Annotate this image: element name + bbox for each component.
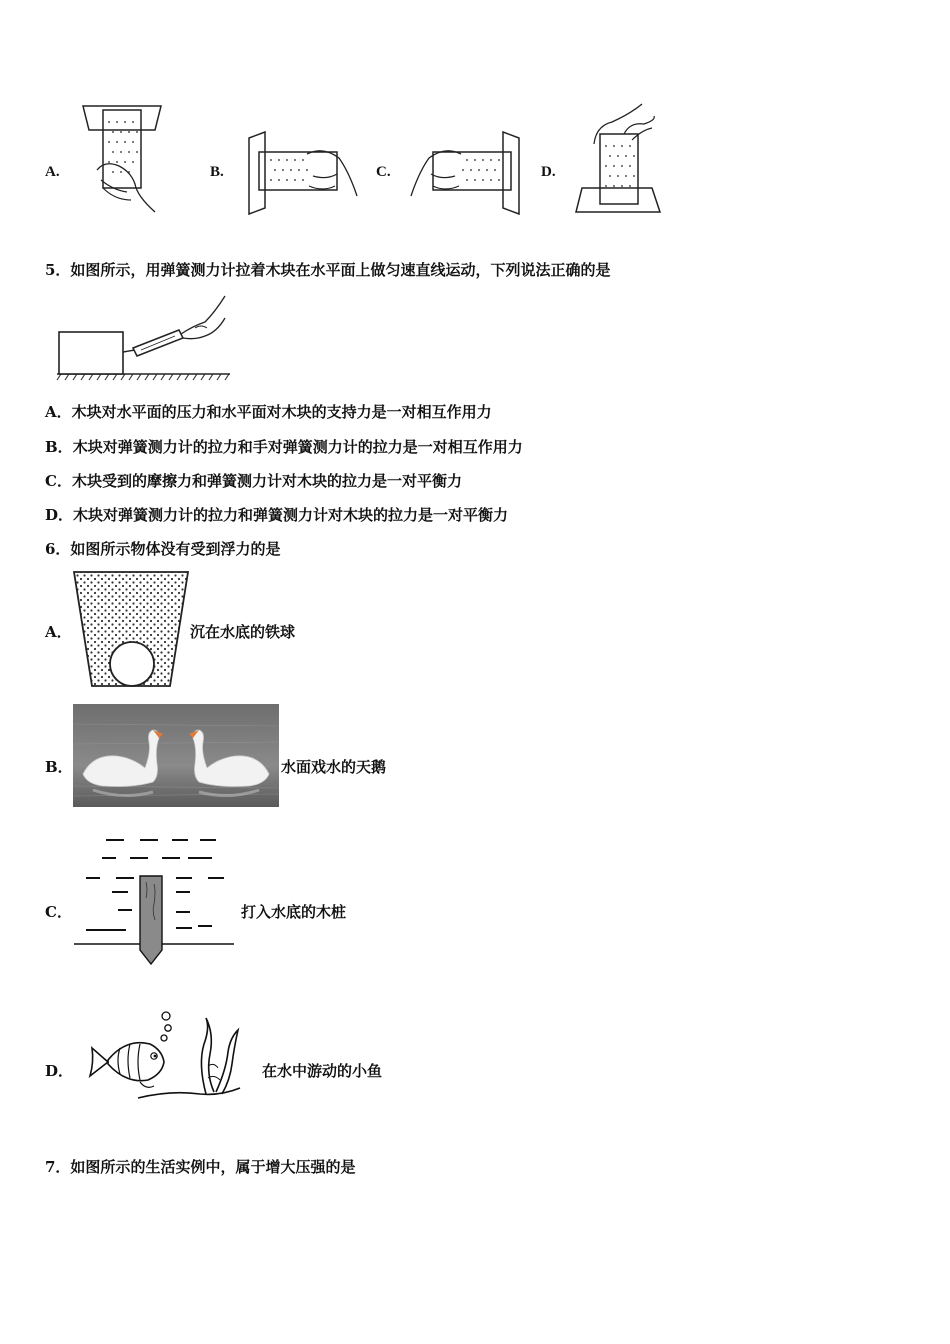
q6-option-b-caption: 水面戏水的天鹅 — [281, 758, 387, 776]
q5-figure — [55, 292, 235, 384]
q6-option-c-label[interactable]: C． — [45, 903, 72, 921]
q4-option-d-label[interactable]: D. — [541, 164, 556, 180]
q5-option-b-label: B． — [45, 438, 73, 456]
q5-option-c-text: 木块受到的摩擦力和弹簧测力计对木块的拉力是一对平衡力 — [71, 472, 462, 490]
q6-option-d-caption: 在水中游动的小鱼 — [262, 1062, 383, 1080]
q5-option-b-text: 木块对弹簧测力计的拉力和手对弹簧测力计的拉力是一对相互作用力 — [72, 438, 523, 456]
q5-option-c[interactable] — [45, 471, 462, 491]
q5-option-b[interactable] — [45, 437, 523, 457]
q5-option-c-label: C． — [45, 472, 72, 490]
q6-figure-d-fish — [80, 1004, 245, 1106]
q4-figure-b — [243, 128, 363, 218]
q5-option-d[interactable] — [45, 505, 508, 525]
q4-figure-c — [405, 128, 525, 218]
q5-stem: 5．如图所示，用弹簧测力计拉着木块在水平面上做匀速直线运动，下列说法正确的是 — [45, 261, 611, 279]
q6-option-a-caption: 沉在水底的铁球 — [190, 623, 296, 641]
q5-option-a[interactable] — [45, 402, 492, 422]
q6-option-c-caption: 打入水底的木桩 — [241, 903, 347, 921]
q6-stem: 6．如图所示物体没有受到浮力的是 — [45, 540, 281, 558]
q5-option-a-text: 木块对水平面的压力和水平面对木块的支持力是一对相互作用力 — [71, 403, 492, 421]
q6-figure-b-swans — [73, 704, 279, 807]
q4-option-b-label[interactable]: B. — [210, 164, 224, 180]
q4-option-c-label[interactable]: C. — [376, 164, 391, 180]
q4-figure-d — [572, 100, 667, 218]
q5-option-d-label: D． — [45, 506, 74, 524]
q4-figure-a — [75, 100, 175, 220]
q6-figure-a-beaker — [72, 570, 192, 690]
q7-stem: 7．如图所示的生活实例中，属于增大压强的是 — [45, 1158, 356, 1176]
q4-option-a-label[interactable]: A. — [45, 164, 60, 180]
q6-option-b-label[interactable]: B． — [45, 758, 73, 776]
q6-option-a-label[interactable]: A． — [45, 623, 72, 641]
q5-option-a-label: A． — [45, 403, 72, 421]
q6-figure-c-stake — [72, 832, 237, 968]
q6-option-d-label[interactable]: D． — [45, 1062, 74, 1080]
q5-option-d-text: 木块对弹簧测力计的拉力和弹簧测力计对木块的拉力是一对平衡力 — [73, 506, 509, 524]
